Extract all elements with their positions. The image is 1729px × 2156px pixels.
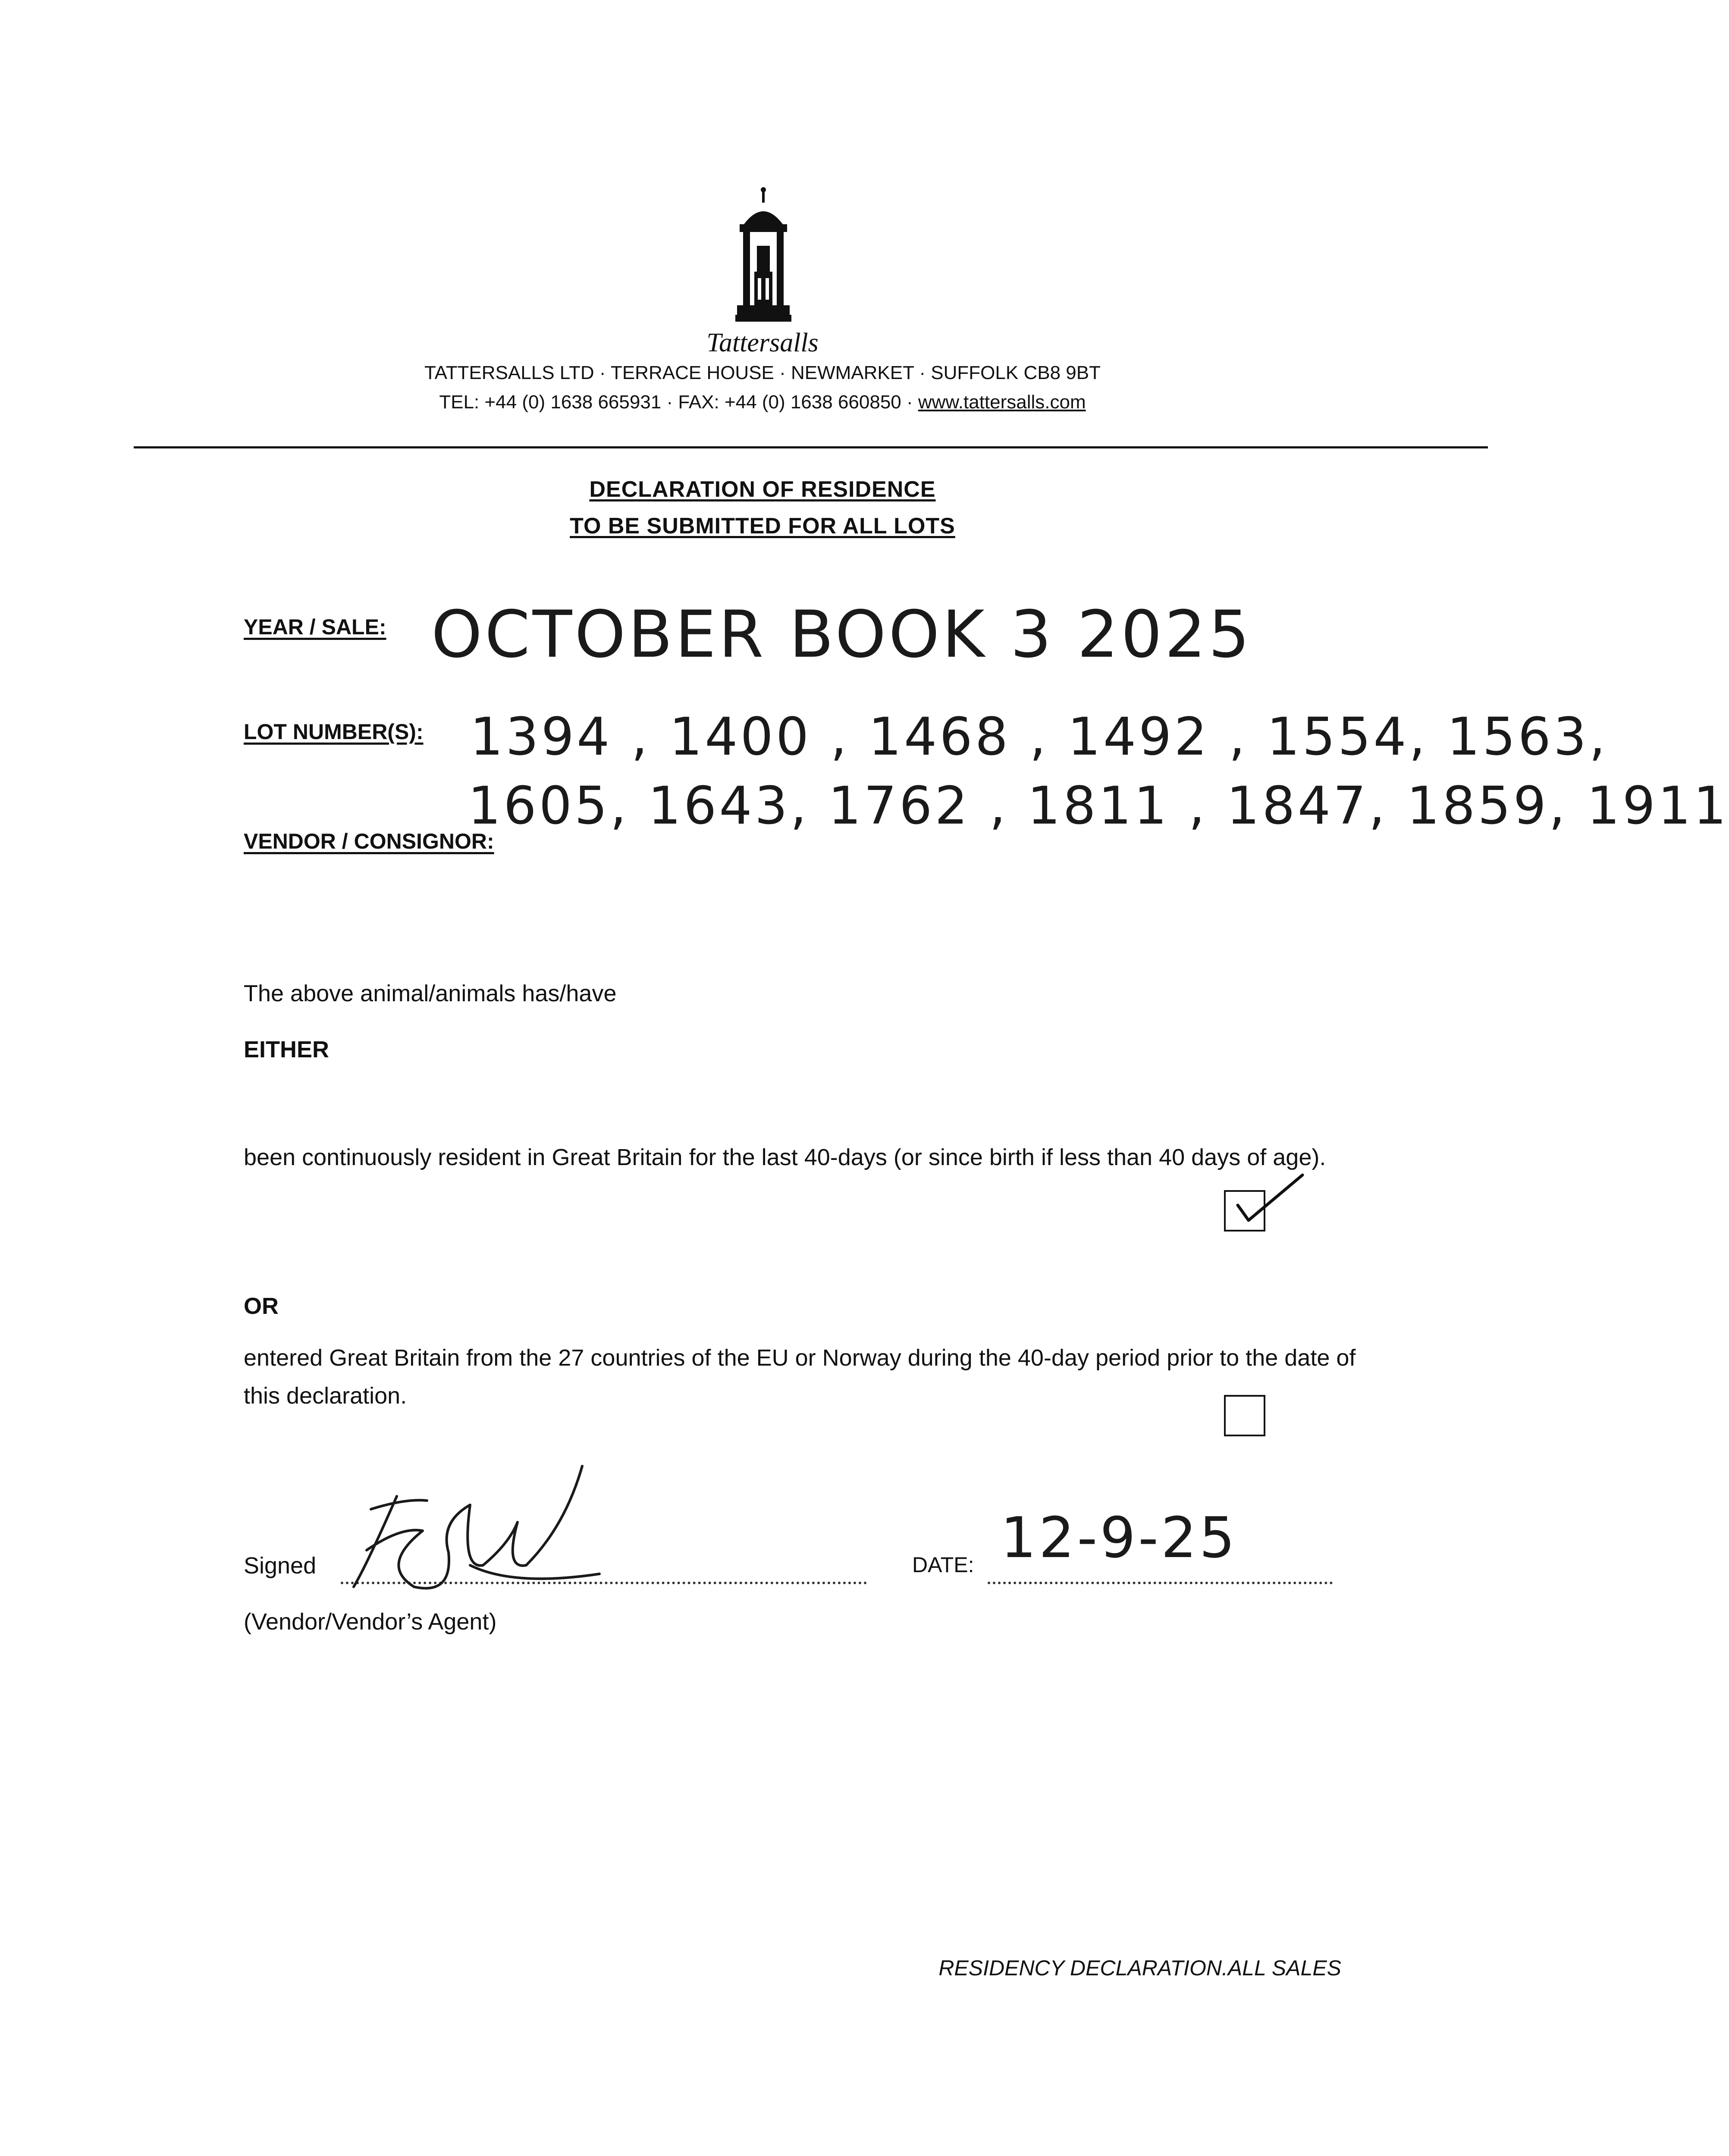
company-contact: [0, 392, 1525, 413]
title-text-1: DECLARATION OF RESIDENCE: [589, 477, 936, 502]
lot-numbers-value-line1[interactable]: 1394 , 1400 , 1468 , 1492 , 1554, 1563,: [470, 707, 1608, 767]
vendor-consignor-label: VENDOR / CONSIGNOR:: [244, 829, 494, 853]
logo-wordmark: Tattersalls: [706, 328, 819, 357]
signature-image: [341, 1457, 625, 1600]
option1-text: been continuously resident in Great Britain for the last 40-days (or since birth if less than 40 days of age).: [244, 1144, 1326, 1170]
option2-text: entered Great Britain from the 27 countries of the EU or Norway during the 40-day period prior to the date of this declaration.: [244, 1345, 1356, 1409]
year-sale-value[interactable]: OCTOBER BOOK 3 2025: [431, 597, 1252, 672]
year-sale-label: YEAR / SALE:: [244, 615, 386, 639]
company-address: TATTERSALLS LTD · TERRACE HOUSE · NEWMARKET · SUFFOLK CB8 9BT: [424, 362, 1101, 383]
either-label: EITHER: [244, 1037, 329, 1062]
header-divider: [134, 446, 1488, 448]
tattersalls-logo: [735, 185, 791, 328]
or-label: OR: [244, 1293, 279, 1319]
signed-label: Signed: [244, 1553, 317, 1579]
website-link[interactable]: www.tattersalls.com: [918, 392, 1086, 413]
check-mark-icon: [1229, 1173, 1307, 1238]
intro-text: The above animal/animals has/have: [244, 981, 617, 1006]
lot-numbers-value-line2[interactable]: 1605, 1643, 1762 , 1811 , 1847, 1859, 1911: [468, 776, 1729, 836]
document-title-line2: [0, 513, 1525, 539]
lot-numbers-label: LOT NUMBER(S):: [244, 720, 424, 744]
document-title-line1: [0, 476, 1525, 502]
title-text-2: TO BE SUBMITTED FOR ALL LOTS: [570, 514, 955, 539]
date-value[interactable]: 12-9-25: [1001, 1505, 1238, 1570]
contact-numbers: TEL: +44 (0) 1638 665931 · FAX: +44 (0) 1638 660850 ·: [439, 392, 918, 413]
date-line: [988, 1582, 1333, 1584]
footer-text: RESIDENCY DECLARATION.ALL SALES: [938, 1956, 1341, 1980]
date-label: DATE:: [912, 1553, 974, 1577]
option2-checkbox[interactable]: [1224, 1395, 1265, 1436]
vendor-agent-label: (Vendor/Vendor’s Agent): [244, 1609, 497, 1635]
